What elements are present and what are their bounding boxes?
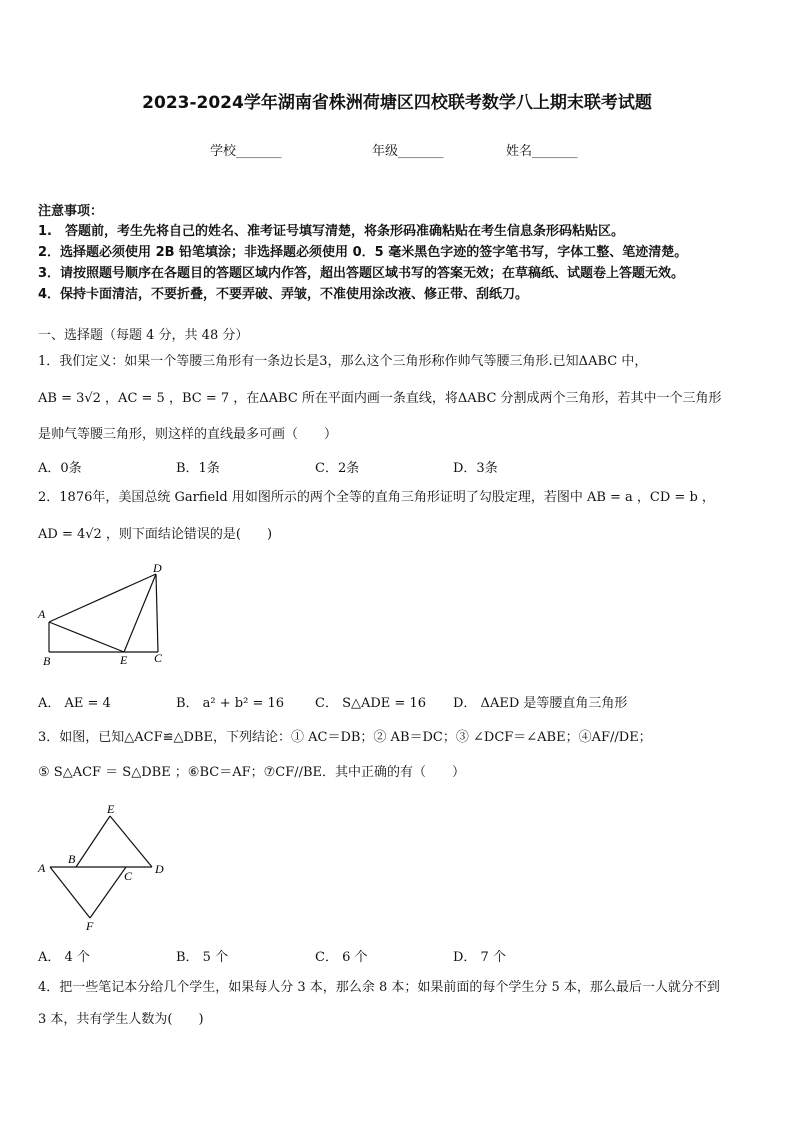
q1-line-2: AB = 3√2 ，AC = 5 ，BC = 7 ，在ΔABC 所在平面内画一条直线，将ΔABC 分割成两个三角形，若其中一个三角形 (38, 391, 722, 406)
q1-option-a[interactable]: A．0条 (38, 461, 82, 476)
q4-line-2: 3 本，共有学生人数为( ) (38, 1012, 204, 1027)
q1-option-d[interactable]: D．3条 (453, 461, 498, 476)
q1-line-3: 是帅气等腰三角形，则这样的直线最多可画（ ） (38, 427, 338, 442)
label-b: B (68, 852, 76, 866)
label-e: E (107, 802, 115, 816)
notice-item-4: 4．保持卡面清洁，不要折叠，不要弄破、弄皱，不准使用涂改液、修正带、刮纸刀。 (38, 287, 529, 302)
label-d: D (155, 862, 164, 876)
label-c: C (124, 869, 133, 883)
segment-fc (90, 867, 126, 918)
label-b: B (43, 654, 51, 668)
school-field[interactable]: 学校_______ (210, 144, 282, 159)
segment-cd (156, 574, 158, 652)
q3-line-1: 3．如图，已知△ACF≌△DBE，下列结论：① AC＝DB；② AB＝DC；③ ∠DCF＝∠ABE；④AF//DE； (38, 730, 652, 745)
notice-item-1: 1. 答题前，考生先将自己的姓名、准考证号填写清楚，将条形码准确粘贴在考生信息条形码粘贴区。 (38, 224, 624, 239)
q2-option-a[interactable]: A． AE = 4 (38, 696, 111, 711)
q1-option-b[interactable]: B．1条 (176, 461, 220, 476)
q2-line-2: AD = 4√2 ，则下面结论错误的是( ) (38, 527, 273, 542)
q2-option-d[interactable]: D． ΔAED 是等腰直角三角形 (453, 696, 628, 711)
q4-line-1: 4．把一些笔记本分给几个学生，如果每人分 3 本，那么余 8 本；如果前面的每个学生分 5 本，那么最后一人就分不到 (38, 980, 720, 995)
q3-option-b[interactable]: B． 5 个 (176, 950, 229, 965)
exam-title: 2023-2024学年湖南省株洲荷塘区四校联考数学八上期末联考试题 (142, 93, 652, 113)
label-a: A (38, 861, 46, 875)
q3-option-d[interactable]: D． 7 个 (453, 950, 506, 965)
label-e: E (120, 653, 128, 667)
label-f: F (86, 919, 94, 933)
q2-figure (36, 560, 176, 670)
q2-option-b[interactable]: B． a² + b² = 16 (176, 696, 285, 711)
label-d: D (153, 561, 162, 575)
segment-ae (49, 622, 124, 652)
label-a: A (38, 607, 46, 621)
q1-option-c[interactable]: C．2条 (315, 461, 360, 476)
notice-item-3: 3．请按照题号顺序在各题目的答题区域内作答，超出答题区域书写的答案无效；在草稿纸、试题卷上答题无效。 (38, 266, 685, 281)
q2-line-1: 2．1876年，美国总统 Garfield 用如图所示的两个全等的直角三角形证明了勾股定理，若图中 AB = a ，CD = b ， (38, 490, 715, 505)
notice-item-2: 2．选择题必须使用 2B 铅笔填涂；非选择题必须使用 0．5 毫米黑色字迹的签字笔书写，字体工整、笔迹清楚。 (38, 245, 688, 260)
grade-field[interactable]: 年级_______ (372, 144, 444, 159)
q3-line-2: ⑤ S△ACF ＝ S△DBE ；⑥BC＝AF；⑦CF//BE．其中正确的有（ ） (38, 765, 466, 780)
segment-ed (110, 816, 152, 867)
q2-option-c[interactable]: C． S△ADE = 16 (315, 696, 426, 711)
q3-option-a[interactable]: A． 4 个 (38, 950, 90, 965)
notice-heading: 注意事项： (38, 204, 104, 219)
section-heading: 一、选择题（每题 4 分，共 48 分） (38, 328, 249, 343)
segment-be (76, 816, 110, 867)
label-c: C (154, 651, 163, 665)
q3-figure (34, 800, 174, 935)
q1-line-1: 1．我们定义：如果一个等腰三角形有一条边长是3，那么这个三角形称作帅气等腰三角形.已知ΔABC 中， (38, 354, 648, 369)
q3-option-c[interactable]: C． 6 个 (315, 950, 368, 965)
segment-af (50, 867, 90, 918)
name-field[interactable]: 姓名_______ (506, 144, 578, 159)
segment-ad (49, 574, 156, 622)
